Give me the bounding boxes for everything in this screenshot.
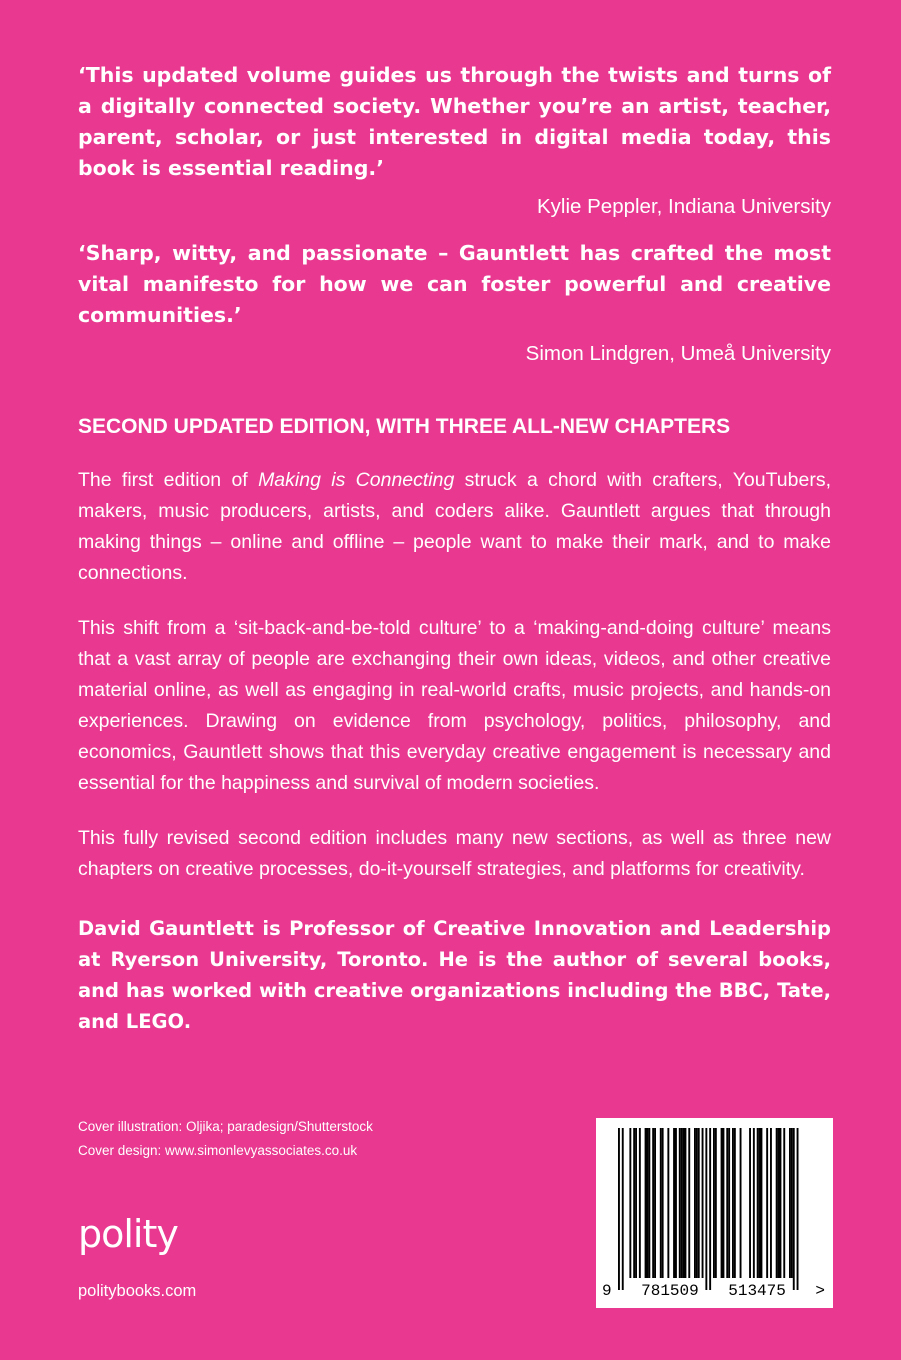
publisher-website: politybooks.com <box>78 1282 197 1300</box>
barcode-bar <box>734 1128 736 1278</box>
review-quote: ‘This updated volume guides us through the twists and turns of a digitally connected society. Whether you’re an artist, teacher, parent, scholar, or just interested in digital media today, this book is essential reading.’ <box>78 63 831 180</box>
barcode-bar <box>645 1128 647 1278</box>
barcode-bar <box>694 1128 696 1278</box>
edition-headline: SECOND UPDATED EDITION, WITH THREE ALL-NEW CHAPTERS <box>78 415 731 438</box>
barcode-bar <box>726 1128 728 1278</box>
barcode-bar <box>662 1128 664 1278</box>
barcode-bar <box>629 1128 631 1278</box>
illustration-credit: Cover illustration: Oljika; paradesign/Shutterstock <box>78 1119 373 1134</box>
back-cover-content <box>78 60 831 1037</box>
blurb-paragraph: This shift from a ‘sit-back-and-be-told culture’ to a ‘making-and-doing culture’ means that a vast array of people are exchanging their own ideas, videos, and other creative material online, as well as engaging in real-world crafts, music projects, and hands-on experiences. Drawing on evidence from psychology, politics, philosophy, and economics, Gauntlett shows that this everyday creative engagement is necessary and essential for the happiness and survival of modern societies. <box>78 617 831 794</box>
book-title: Making is Connecting <box>258 469 455 491</box>
barcode-bar <box>753 1128 755 1278</box>
barcode-bar <box>778 1128 780 1278</box>
barcode-bar <box>766 1128 768 1278</box>
isbn-digit-group: > <box>815 1282 825 1300</box>
barcode-bar <box>732 1128 734 1278</box>
barcode-bar <box>770 1128 772 1278</box>
barcode-bar <box>652 1128 654 1278</box>
barcode-bar <box>673 1128 675 1278</box>
barcode-bars <box>596 1118 833 1308</box>
barcode-bar <box>702 1128 704 1278</box>
barcode-bar <box>797 1128 799 1290</box>
blurb-paragraph: This fully revised second edition includes many new sections, as well as three new chapters on creative processes, do-it-yourself strategies, and platforms for creativity. <box>78 827 831 880</box>
barcode-bar <box>723 1128 725 1278</box>
barcode-bar <box>667 1128 669 1278</box>
review-attribution: Kylie Peppler, Indiana University <box>537 195 831 218</box>
isbn-barcode <box>596 1118 833 1308</box>
barcode-bar <box>789 1128 791 1278</box>
barcode-bar <box>654 1128 656 1278</box>
barcode-bar <box>715 1128 717 1278</box>
barcode-bar <box>776 1128 778 1278</box>
barcode-bar <box>639 1128 641 1278</box>
barcode-bar <box>791 1128 793 1278</box>
blurb-paragraph <box>78 465 831 589</box>
barcode-bar <box>660 1128 662 1278</box>
review-quote: ‘Sharp, witty, and passionate – Gauntlett has crafted the most vital manifesto for how we can foster powerful and creative communities.’ <box>78 241 831 327</box>
barcode-bar <box>683 1128 685 1278</box>
barcode-bar <box>647 1128 649 1278</box>
barcode-bar <box>783 1128 785 1278</box>
barcode-bar <box>633 1128 635 1278</box>
barcode-bar <box>740 1128 742 1278</box>
barcode-bar <box>705 1128 707 1290</box>
blurb-text: struck a chord with crafters, YouTubers, makers, music producers, artists, and coders alike. Gauntlett argues that through making things – online and offline – people want to make their mark, and to make connections. <box>78 469 831 584</box>
barcode-bar <box>721 1128 723 1278</box>
barcode-bar <box>679 1128 681 1278</box>
barcode-bar <box>696 1128 698 1278</box>
cover-credits <box>78 1115 373 1163</box>
barcode-bar <box>688 1128 690 1278</box>
barcode-bar <box>698 1128 700 1278</box>
barcode-bar <box>675 1128 677 1278</box>
barcode-bar <box>793 1128 795 1290</box>
design-credit: Cover design: www.simonlevyassociates.co.uk <box>78 1143 358 1158</box>
barcode-bar <box>780 1128 782 1278</box>
isbn-digit-group: 513475 <box>728 1282 786 1300</box>
review-attribution: Simon Lindgren, Umeå University <box>525 342 831 365</box>
barcode-bar <box>709 1128 711 1290</box>
isbn-digit-group: 9 <box>602 1282 612 1300</box>
barcode-bar <box>618 1128 620 1290</box>
barcode-bar <box>761 1128 763 1278</box>
barcode-bar <box>622 1128 624 1290</box>
publisher-logo: polity <box>78 1212 178 1256</box>
barcode-bar <box>681 1128 683 1278</box>
blurb-text: The first edition of <box>78 469 259 491</box>
barcode-bar <box>648 1128 650 1278</box>
barcode-bar <box>749 1128 751 1278</box>
isbn-number <box>602 1282 825 1300</box>
barcode-bar <box>759 1128 761 1278</box>
barcode-bar <box>713 1128 715 1278</box>
barcode-bar <box>728 1128 730 1278</box>
isbn-digit-group: 781509 <box>641 1282 699 1300</box>
barcode-bar <box>635 1128 637 1278</box>
barcode-bar <box>685 1128 687 1278</box>
author-bio: David Gauntlett is Professor of Creative Innovation and Leadership at Ryerson University, Toronto. He is the author of several books, and has worked with creative organizations including the BBC, Tate, and LEGO. <box>78 917 831 1033</box>
barcode-bar <box>757 1128 759 1278</box>
